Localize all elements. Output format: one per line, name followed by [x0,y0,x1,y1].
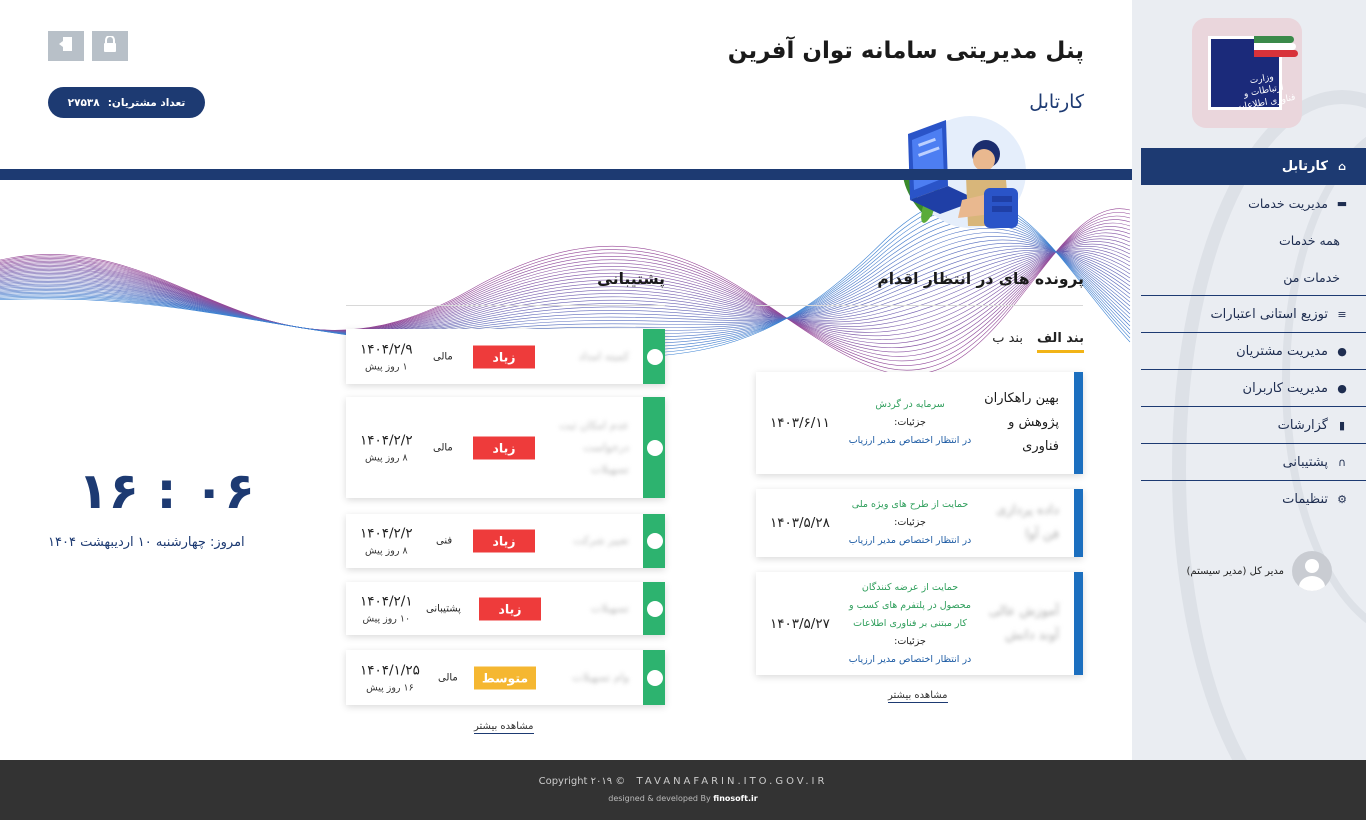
pending-date: ۱۴۰۳/۵/۲۷ [770,615,830,632]
pending-strip [1074,489,1083,557]
chart-icon: ▮ [1338,418,1346,432]
pending-date: ۱۴۰۳/۶/۱۱ [770,415,830,431]
ticket-category: پشتیبانی [426,603,461,614]
coins-icon: ≡ [1337,307,1347,321]
card-icon: ▬ [1336,197,1348,210]
ticket-subject: کمیته امداد [578,349,629,363]
sidebar-item-label: مدیریت مشتریان [1236,343,1328,359]
home-icon: ⌂ [1338,160,1346,173]
pending-strip [1074,572,1083,675]
pending-company: داده پردازی فن آوا [996,503,1059,542]
ticket-subject: تغییر شرکت [573,534,629,547]
sidebar-item-reports[interactable] [1141,407,1366,444]
ticket-card[interactable] [346,650,665,705]
customer-count [48,87,205,118]
ticket-ago: ۱ روز پیش [365,361,408,372]
lock-icon [103,36,117,56]
pending-info [845,579,975,669]
copyright-text: Copyright ۲۰۱۹ © [538,776,626,787]
ticket-date-block [360,341,413,372]
sidebar-item-label: گزارشات [1277,417,1328,433]
pending-info [845,496,975,550]
logo-text: وزارت ارتباطات و فناوری اطلاعات [1235,72,1297,114]
pending-more-link[interactable]: مشاهده بیشتر [888,690,948,701]
footer-copyright [0,776,1366,787]
sidebar-item-provincial-credits[interactable] [1141,296,1366,333]
toggle-icon [647,533,663,549]
footer [0,760,1366,820]
ticket-date: ۱۴۰۴/۲/۱ [360,593,413,609]
toggle-icon [647,440,663,456]
priority-badge: زیاد [473,436,535,459]
pending-company: بهین راهکاران پژوهش و فناوری [984,391,1059,454]
flag-icon [1254,36,1298,64]
wave-line [0,250,1130,332]
sidebar-item-label: پشتیبانی [1282,454,1328,470]
sidebar [1132,0,1366,760]
ticket-strip [643,514,665,568]
sidebar-item-label: تنظیمات [1282,492,1328,507]
customer-count-label: تعداد مشتریان: [107,96,186,109]
ticket-date: ۱۴۰۴/۲/۹ [360,341,413,357]
sidebar-item-label: مدیریت کاربران [1242,380,1328,396]
today-date: امروز: چهارشنبه ۱۰ اردیبهشت ۱۴۰۴ [48,535,245,550]
sidebar-item-service-management[interactable] [1141,185,1366,222]
sidebar-item-label: همه خدمات [1278,233,1340,248]
ticket-card[interactable] [346,397,665,498]
ticket-card[interactable] [346,582,665,635]
site-link[interactable]: TAVANAFARIN.ITO.GOV.IR [636,776,828,787]
ticket-date-block [360,526,413,557]
footer-credit [0,794,1366,803]
support-divider [346,305,665,306]
credit-prefix: designed & developed By [608,794,711,803]
pending-divider [756,305,1083,306]
ticket-strip [643,329,665,384]
support-more-link[interactable]: مشاهده بیشتر [474,721,534,732]
ministry-logo[interactable] [1192,18,1302,128]
sidebar-item-support[interactable] [1141,444,1366,481]
pending-service: حمایت از عرضه کنندگان محصول در پلتفرم های کسب و کار مبتنی بر فناوری اطلاعات [848,581,972,629]
ticket-ago: ۸ روز پیش [365,452,408,463]
sidebar-item-label: خدمات من [1283,269,1340,285]
ticket-subject: عدم امکان ثبت درخواست تسهیلات [559,418,629,476]
ticket-date: ۱۴۰۴/۱/۲۵ [360,662,420,678]
sidebar-item-label: توزیع استانی اعتبارات [1210,306,1328,322]
pending-details-label: جزئیات: [894,517,926,528]
pending-title: پرونده های در انتظار اقدام [877,270,1084,288]
pending-details-label: جزئیات: [894,417,926,428]
pending-card[interactable] [756,489,1083,557]
support-title: پشتیبانی [597,270,665,288]
ticket-date-block [360,662,420,693]
headset-icon: ∩ [1337,455,1347,469]
header-divider [0,169,1132,180]
credit-brand[interactable]: finosoft.ir [713,794,758,803]
ticket-strip [643,397,665,498]
wave-line [0,252,1130,333]
toggle-icon [647,601,663,617]
ticket-subject: وام تسهیلات [572,670,629,684]
pending-service: حمایت از طرح های ویژه ملی [851,499,969,510]
customer-count-value: ۲۷۵۳۸ [67,96,100,109]
priority-badge: متوسط [474,666,536,689]
priority-badge: زیاد [479,597,541,620]
sidebar-item-kartable[interactable] [1141,148,1366,185]
toggle-icon [647,670,663,686]
pending-card[interactable] [756,572,1083,675]
user-icon: ● [1337,344,1347,358]
pending-details-label: جزئیات: [894,635,926,647]
priority-badge: زیاد [473,345,535,368]
lock-button[interactable] [92,31,128,61]
sidebar-item-settings[interactable] [1141,481,1366,518]
pending-strip [1074,372,1083,474]
pending-company: آموزش عالی آوند دانش [988,603,1059,643]
ticket-card[interactable] [346,329,665,384]
sidebar-item-customers[interactable] [1141,333,1366,370]
exit-button[interactable] [48,31,84,61]
ticket-category: مالی [433,351,453,362]
exit-icon [58,36,74,56]
tab-band-alef[interactable]: بند الف [1037,331,1084,353]
page-subtitle: کارتابل [1029,91,1084,113]
user-name: مدیر کل (مدیر سیستم) [1186,565,1284,577]
ticket-date-block [360,593,413,624]
ticket-ago: ۱۰ روز پیش [362,613,411,624]
sidebar-item-my-services[interactable] [1141,259,1366,296]
ticket-category: مالی [433,442,453,453]
wave-line [0,251,1130,332]
tab-band-be[interactable]: بند ب [992,331,1023,346]
pending-service: سرمایه در گردش [875,399,945,410]
sidebar-item-label: کارتابل [1281,159,1328,174]
gear-icon: ⚙ [1337,493,1347,506]
avatar [1292,551,1332,591]
pending-status: در انتظار اختصاص مدیر ارزیاب [848,653,972,665]
pending-status: در انتظار اختصاص مدیر ارزیاب [848,435,972,446]
pending-tabs [992,331,1084,353]
sidebar-item-label: مدیریت خدمات [1248,196,1328,211]
user-icon: ● [1337,381,1347,395]
ticket-date: ۱۴۰۴/۲/۲ [360,525,413,542]
ticket-date-block [360,432,413,463]
pending-status: در انتظار اختصاص مدیر ارزیاب [848,535,972,546]
sidebar-item-users[interactable] [1141,370,1366,407]
ticket-date: ۱۴۰۴/۲/۲ [360,432,413,448]
page-title: پنل مدیریتی سامانه توان آفرین [727,38,1084,64]
toggle-icon [647,349,663,365]
ticket-strip [643,650,665,705]
clock: ۱۶ : ۰۶ [78,462,255,520]
pending-info [845,396,975,450]
sidebar-item-all-services[interactable] [1141,222,1366,259]
current-user[interactable] [1172,550,1332,592]
ticket-card[interactable] [346,514,665,568]
ticket-subject: تسهیلات [590,601,629,615]
pending-card[interactable] [756,372,1083,474]
ticket-strip [643,582,665,635]
ticket-ago: ۸ روز پیش [365,545,408,557]
ticket-ago: ۱۶ روز پیش [366,682,414,693]
sidebar-menu [1141,148,1366,518]
ticket-category: فنی [436,535,453,547]
priority-badge: زیاد [473,530,535,553]
ticket-category: مالی [438,672,458,683]
pending-date: ۱۴۰۳/۵/۲۸ [770,515,830,531]
